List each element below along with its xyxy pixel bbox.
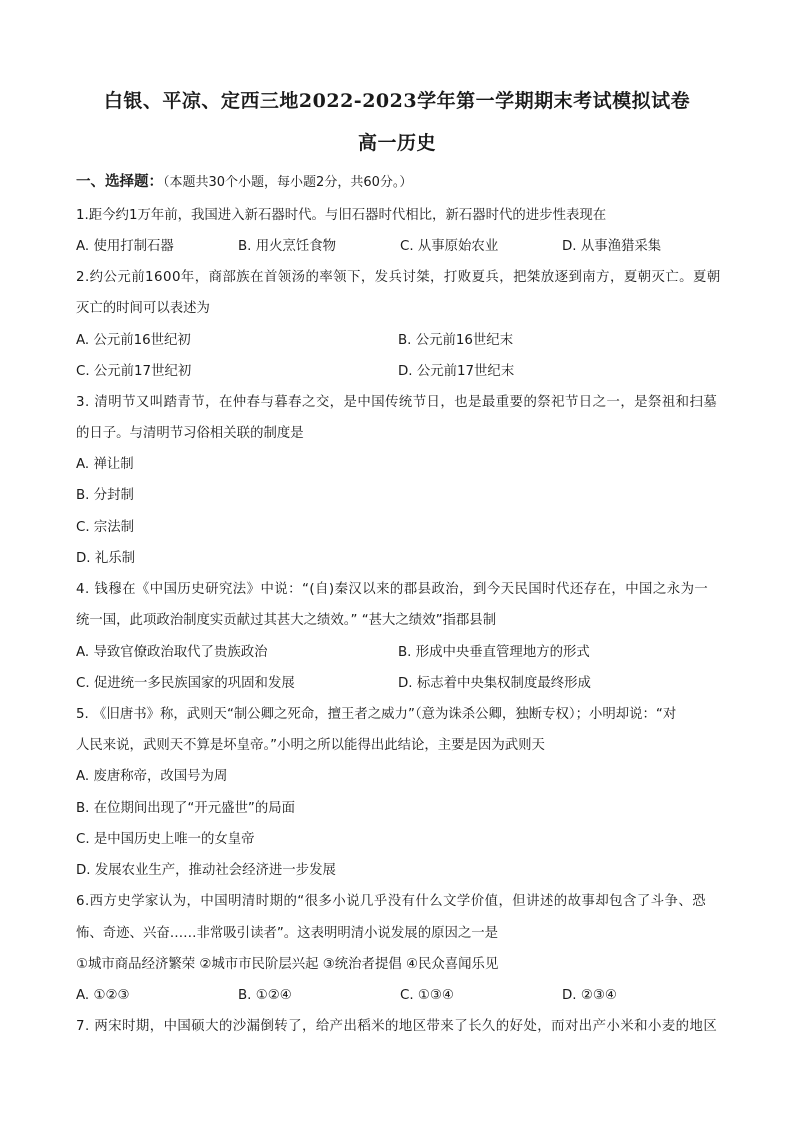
option-d: D. 礼乐制: [76, 551, 135, 566]
option-b: B. 形成中央垂直管理地方的形式: [398, 645, 590, 660]
question-5-stem-line-1: 5. 《旧唐书》称，武则天“制公卿之死命，擅王者之威力”（意为诛杀公卿，独断专权）；小明却说：“对: [76, 707, 677, 722]
option-c: C. 从事原始农业: [400, 239, 499, 254]
option-a: A. 禅让制: [76, 457, 134, 472]
section-note: （本题共30个小题，每小题2分，共60分。）: [163, 175, 413, 190]
section-label: 一、选择题：: [76, 174, 163, 190]
question-2-stem-line-2: 灭亡的时间可以表述为: [76, 301, 210, 316]
option-d: D. ②③④: [562, 988, 617, 1003]
question-5-stem-line-2: 人民来说，武则天不算是坏皇帝。”小明之所以能得出此结论，主要是因为武则天: [76, 738, 545, 753]
question-7-stem-line-1: 7. 两宋时期，中国硕大的沙漏倒转了，给产出稻米的地区带来了长久的好处，而对出产小米和小麦的地区: [76, 1019, 718, 1034]
question-1-stem: 1.距今约1万年前，我国进入新石器时代。与旧石器时代相比，新石器时代的进步性表现在: [76, 208, 607, 223]
option-b: B. 用火烹饪食物: [238, 239, 337, 254]
option-a: A. ①②③: [76, 988, 130, 1003]
option-d: D. 发展农业生产，推动社会经济进一步发展: [76, 863, 336, 878]
option-d: D. 公元前17世纪末: [398, 364, 515, 379]
section-heading: [76, 172, 412, 193]
option-a: A. 公元前16世纪初: [76, 333, 191, 348]
exam-title: 白银、平凉、定西三地2022-2023学年第一学期期末考试模拟试卷: [103, 90, 691, 112]
question-3-stem-line-1: 3. 清明节又叫踏青节，在仲春与暮春之交，是中国传统节日，也是最重要的祭祀节日之一，是祭祖和扫墓: [76, 395, 718, 410]
option-c: C. 宗法制: [76, 520, 135, 535]
option-a: A. 废唐称帝，改国号为周: [76, 769, 228, 784]
option-b: B. 公元前16世纪末: [398, 333, 514, 348]
question-2-stem-line-1: 2.约公元前1600年，商部族在首领汤的率领下，发兵讨桀，打败夏兵，把桀放逐到南方，夏朝灭亡。夏朝: [76, 270, 721, 285]
option-a: A. 使用打制石器: [76, 239, 174, 254]
question-6-options: [76, 986, 716, 1006]
option-b: B. 分封制: [76, 488, 134, 503]
option-c: C. ①③④: [400, 988, 454, 1003]
option-d: D. 从事渔猎采集: [562, 239, 662, 254]
option-d: D. 标志着中央集权制度最终形成: [398, 676, 591, 691]
question-1-options: [76, 237, 716, 257]
option-a: A. 导致官僚政治取代了贵族政治: [76, 645, 268, 660]
option-b: B. 在位期间出现了“开元盛世”的局面: [76, 801, 296, 816]
option-b: B. ①②④: [238, 988, 292, 1003]
question-6-stem-line-1: 6.西方史学家认为，中国明清时期的“很多小说几乎没有什么文学价值，但讲述的故事却包含了斗争、恐: [76, 894, 707, 909]
option-c: C. 促进统一多民族国家的巩固和发展: [76, 676, 295, 691]
question-6-stem-line-2: 怖、奇迹、兴奋……非常吸引读者”。这表明明清小说发展的原因之一是: [76, 926, 499, 941]
question-6-statements: ①城市商品经济繁荣 ②城市市民阶层兴起 ③统治者提倡 ④民众喜闻乐见: [76, 957, 499, 972]
question-3-stem-line-2: 的日子。与清明节习俗相关联的制度是: [76, 426, 304, 441]
exam-subject: 高一历史: [357, 132, 436, 154]
question-4-stem-line-2: 统一国，此项政治制度实贡献过其甚大之绩效。” “甚大之绩效”指郡县制: [76, 613, 497, 628]
option-c: C. 公元前17世纪初: [76, 364, 192, 379]
question-4-stem-line-1: 4. 钱穆在《中国历史研究法》中说：“(自)秦汉以来的郡县政治，到今天民国时代还存在，中国之永为一: [76, 582, 709, 597]
option-c: C. 是中国历史上唯一的女皇帝: [76, 832, 255, 847]
